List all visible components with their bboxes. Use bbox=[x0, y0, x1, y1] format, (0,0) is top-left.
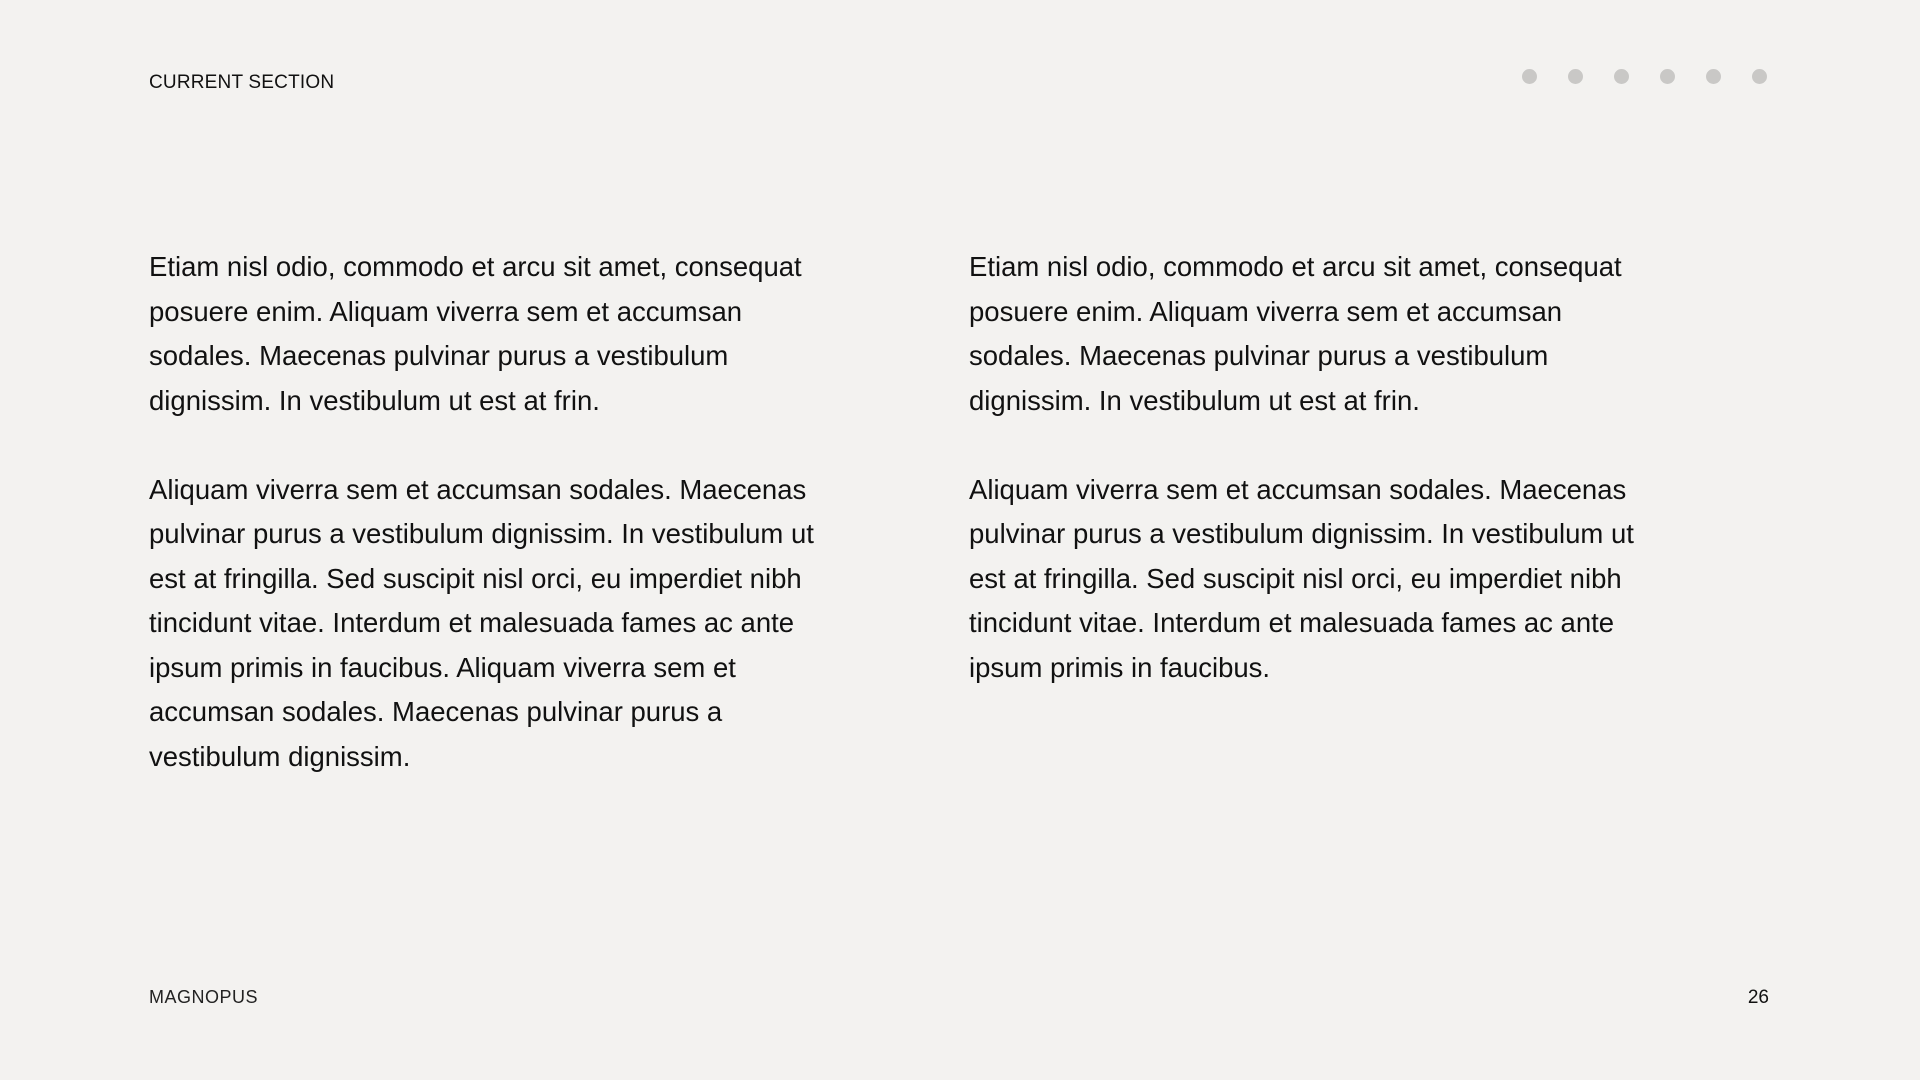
slide-navigation-dots bbox=[1522, 69, 1767, 84]
paragraph: Aliquam viverra sem et accumsan sodales. Maecenas pulvinar purus a vestibulum dignissim. In vestibulum ut est at fringilla. Sed suscipit nisl orci, eu imperdiet nibh tincidunt vitae. Interdum et malesuada fames ac ante ipsum primis in faucibus. bbox=[969, 473, 1634, 683]
paragraph: Etiam nisl odio, commodo et arcu sit amet, consequat posuere enim. Aliquam viverra sem et accumsan sodales. Maecenas pulvinar purus a vestibulum dignissim. In vestibulum ut est at frin. bbox=[969, 251, 1622, 416]
brand-logo: MAGNOPUS bbox=[149, 987, 259, 1007]
nav-dot-3[interactable] bbox=[1614, 69, 1629, 84]
section-label: CURRENT SECTION bbox=[149, 72, 335, 93]
nav-dot-6[interactable] bbox=[1752, 69, 1767, 84]
nav-dot-1[interactable] bbox=[1522, 69, 1537, 84]
paragraph: Aliquam viverra sem et accumsan sodales. Maecenas pulvinar purus a vestibulum dignissim. In vestibulum ut est at fringilla. Sed suscipit nisl orci, eu imperdiet nibh tincidunt vitae. Interdum et malesuada fames ac ante ipsum primis in faucibus. Aliquam viverra sem et accumsan sodales. Maecenas pulvinar purus a vestibulum dignissim. bbox=[149, 473, 814, 772]
text-column-left bbox=[149, 245, 849, 824]
nav-dot-2[interactable] bbox=[1568, 69, 1583, 84]
nav-dot-5[interactable] bbox=[1706, 69, 1721, 84]
paragraph: Etiam nisl odio, commodo et arcu sit amet, consequat posuere enim. Aliquam viverra sem et accumsan sodales. Maecenas pulvinar purus a vestibulum dignissim. In vestibulum ut est at frin. bbox=[149, 251, 802, 416]
nav-dot-4[interactable] bbox=[1660, 69, 1675, 84]
page-number: 26 bbox=[1747, 987, 1769, 1008]
text-column-right bbox=[969, 245, 1669, 735]
